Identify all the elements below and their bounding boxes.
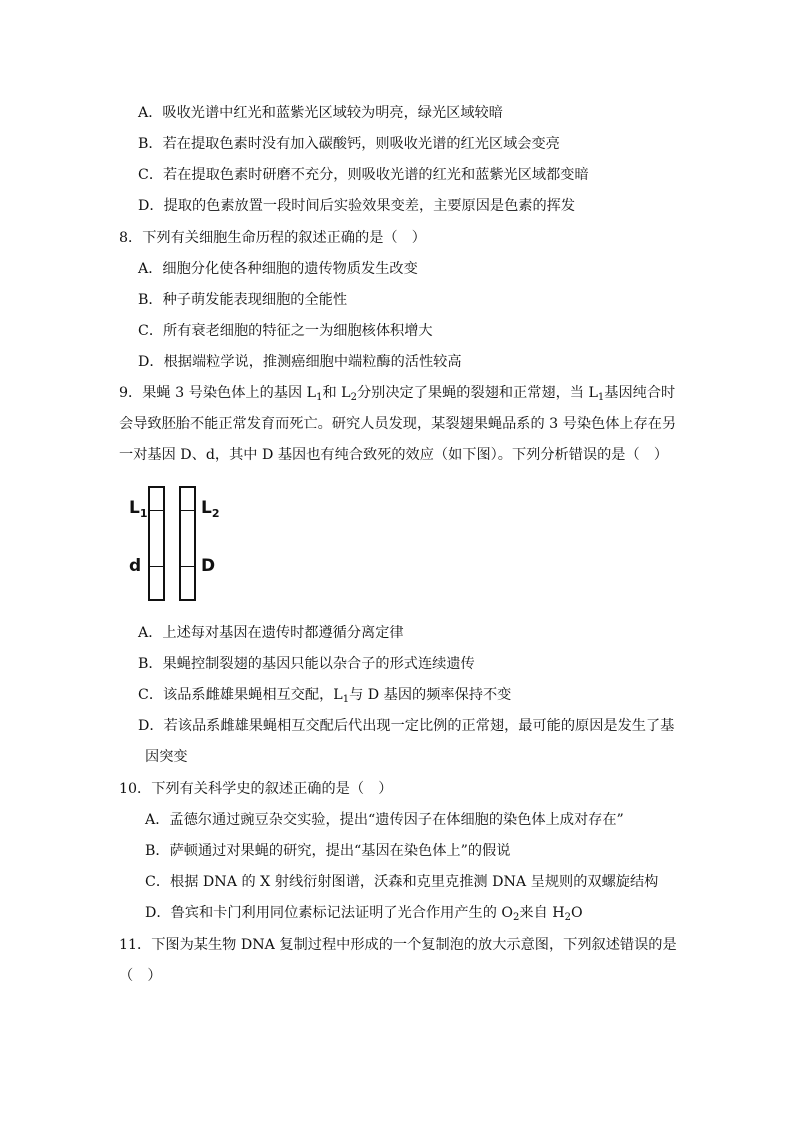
q10-stem: 10．下列有关科学史的叙述正确的是（ ）: [119, 781, 393, 797]
gene-label-d-dominant: D: [201, 556, 216, 576]
q9-option-a: A．上述每对基因在遗传时都遵循分离定律: [138, 625, 404, 641]
q10-option-d: D．鲁宾和卡门利用同位素标记法证明了光合作用产生的 $O_2$来自 $H_2O$: [145, 905, 583, 923]
q7-option-d: D．提取的色素放置一段时间后实验效果变差，主要原因是色素的挥发: [138, 198, 576, 214]
gene-label-l1: $L_1$: [129, 498, 148, 520]
q8-option-c: C．所有衰老细胞的特征之一为细胞核体积增大: [138, 323, 433, 339]
locus-band-d-recessive: [150, 566, 163, 567]
q7-option-a: A．吸收光谱中红光和蓝紫光区域较为明亮，绿光区域较暗: [138, 105, 503, 121]
q9-stem-line2: 会导致胚胎不能正常发育而死亡。研究人员发现，某裂翅果蝇品系的 3 号染色体上存在另: [119, 416, 677, 432]
chromosome-right: [179, 486, 196, 601]
locus-band-l2: [181, 510, 194, 511]
q9-option-b: B．果蝇控制裂翅的基因只能以杂合子的形式连续遗传: [138, 656, 475, 672]
q8-stem: 8．下列有关细胞生命历程的叙述正确的是（ ）: [119, 230, 426, 246]
q11-stem-line2: （ ）: [119, 968, 162, 984]
q9-option-d-line2: 因突变: [145, 749, 188, 765]
q10-option-c: C．根据 DNA 的 X 射线衍射图谱，沃森和克里克推测 DNA 呈规则的双螺旋结构: [145, 874, 659, 890]
chromosome-left: [148, 486, 165, 601]
gene-label-d-recessive: d: [129, 556, 142, 576]
gene-label-l2: $L_2$: [201, 498, 220, 520]
q8-option-a: A．细胞分化使各种细胞的遗传物质发生改变: [138, 261, 418, 277]
q9-option-d-line1: D．若该品系雌雄果蝇相互交配后代出现一定比例的正常翅，最可能的原因是发生了基: [138, 718, 675, 734]
locus-band-d-dominant: [181, 566, 194, 567]
q9-option-c: C．该品系雌雄果蝇相互交配，$L_1$与 D 基因的频率保持不变: [138, 687, 512, 705]
locus-band-l1: [150, 510, 163, 511]
q7-option-b: B．若在提取色素时没有加入碳酸钙，则吸收光谱的红光区域会变亮: [138, 136, 560, 152]
q8-option-b: B．种子萌发能表现细胞的全能性: [138, 292, 348, 308]
q10-option-a: A．孟德尔通过豌豆杂交实验，提出“遗传因子在体细胞的染色体上成对存在”: [145, 812, 624, 828]
q10-option-b: B．萨顿通过对果蝇的研究，提出“基因在染色体上”的假说: [145, 843, 511, 859]
q7-option-c: C．若在提取色素时研磨不充分，则吸收光谱的红光和蓝紫光区域都变暗: [138, 167, 589, 183]
q8-option-d: D．根据端粒学说，推测癌细胞中端粒酶的活性较高: [138, 354, 462, 370]
q9-stem-line1: 9．果蝇 3 号染色体上的基因 $L_1$和 $L_2$分别决定了果蝇的裂翅和正常翅，当 $L_1$基因纯合时: [119, 385, 676, 403]
q9-stem-line3: 一对基因 D、d，其中 D 基因也有纯合致死的效应（如下图）。下列分析错误的是（ ）: [119, 447, 669, 463]
q11-stem-line1: 11．下图为某生物 DNA 复制过程中形成的一个复制泡的放大示意图，下列叙述错误的是: [119, 937, 677, 953]
